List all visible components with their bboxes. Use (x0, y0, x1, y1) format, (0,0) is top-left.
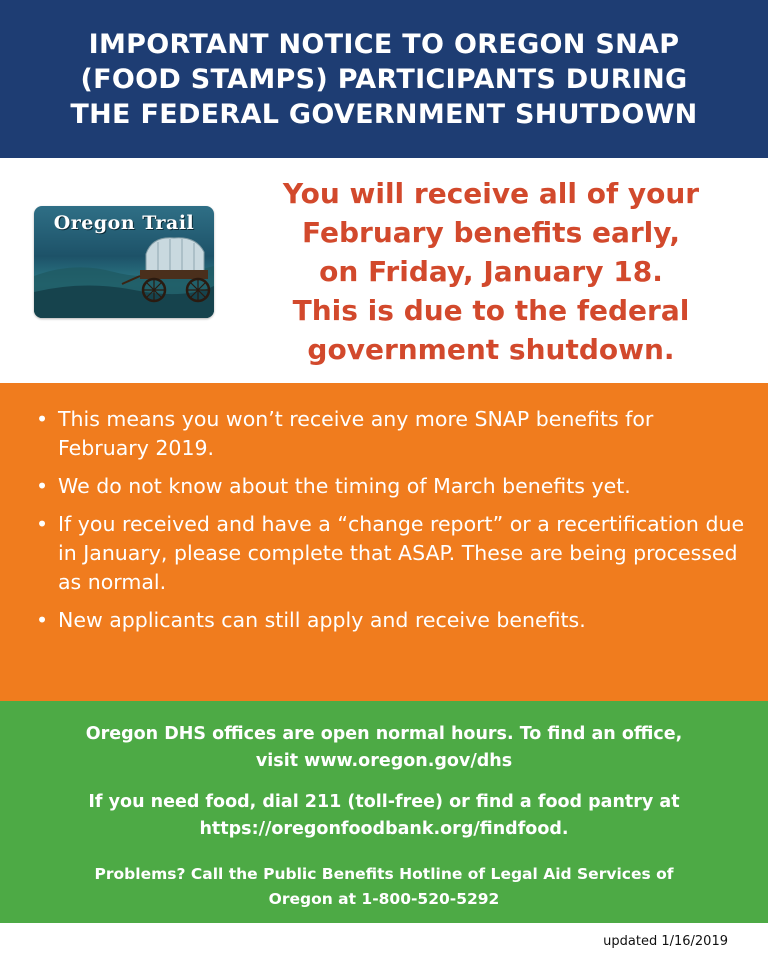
updated-date: updated 1/16/2019 (603, 934, 728, 949)
bullet-icon: • (36, 608, 49, 632)
food-pantry-info (0, 789, 768, 843)
list-item (36, 472, 746, 501)
bullet-icon: • (36, 407, 49, 431)
hotline-info (0, 862, 768, 912)
bullet-text-2: We do not know about the timing of March benefits yet. (58, 474, 631, 498)
header-title-line-3: THE FEDERAL GOVERNMENT SHUTDOWN (70, 98, 698, 130)
oregon-trail-card-image (34, 206, 214, 318)
list-item (36, 510, 746, 597)
notice-line-3: on Friday, January 18. (319, 255, 663, 288)
bullet-text-4: New applicants can still apply and receive benefits. (58, 608, 586, 632)
header-banner (0, 0, 768, 158)
notice-line-5: government shutdown. (307, 333, 675, 366)
early-benefits-notice (226, 174, 756, 369)
list-item (36, 405, 746, 463)
notice-line-4: This is due to the federal (292, 294, 690, 327)
header-title-line-1: IMPORTANT NOTICE TO OREGON SNAP (88, 28, 680, 60)
card-title: Oregon Trail (53, 212, 195, 234)
notice-line-1: You will receive all of your (282, 177, 700, 210)
bullet-text-3: If you received and have a “change report” or a recertification due in January, please complete that ASAP. These are being processed as normal. (58, 512, 745, 594)
food-pantry-line-2: https://oregonfoodbank.org/findfood. (199, 819, 569, 839)
dhs-offices-line-2: visit www.oregon.gov/dhs (255, 751, 513, 771)
header-title-line-2: (FOOD STAMPS) PARTICIPANTS DURING (80, 63, 688, 95)
notice-section (0, 158, 768, 383)
bullet-text-1: This means you won’t receive any more SNAP benefits for February 2019. (58, 407, 654, 460)
footer (0, 923, 768, 960)
bullet-list (36, 405, 746, 644)
list-item (36, 606, 746, 635)
food-pantry-line-1: If you need food, dial 211 (toll-free) or find a food pantry at (88, 792, 680, 812)
bullet-section (0, 383, 768, 701)
hotline-line-1: Problems? Call the Public Benefits Hotline of Legal Aid Services of (94, 865, 674, 883)
bullet-icon: • (36, 512, 49, 536)
dhs-offices-line-1: Oregon DHS offices are open normal hours. To find an office, (85, 724, 683, 744)
notice-line-2: February benefits early, (302, 216, 680, 249)
hotline-line-2: Oregon at 1-800-520-5292 (268, 890, 500, 908)
dhs-offices-info (0, 721, 768, 775)
bullet-icon: • (36, 474, 49, 498)
contact-info-section (0, 701, 768, 923)
